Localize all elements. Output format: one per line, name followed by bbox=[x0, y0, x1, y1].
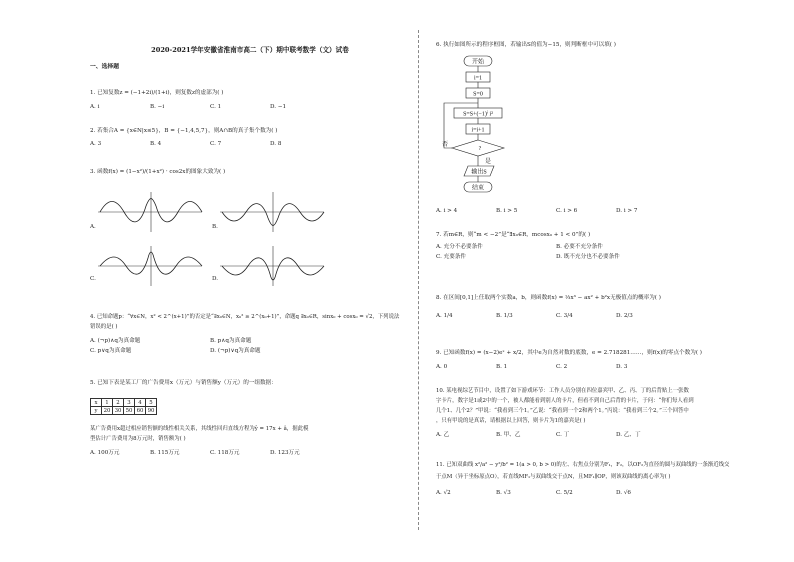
q10-line1: 10. 某电视综艺节目中，设置了如下游戏环节：工作人员分别在四位嘉宾甲、乙、丙、丁的后背贴上一张数 bbox=[436, 388, 689, 394]
page-title: 2020-2021学年安徽省淮南市高二（下）期中联考数学（文）试卷 bbox=[151, 46, 349, 54]
q5-table bbox=[90, 398, 157, 415]
q1-stem: 1. 已知复数z = (−1+2i)/(1+i)，则复数z的虚部为( ) bbox=[90, 90, 224, 96]
table-row bbox=[91, 399, 157, 407]
option: C. i > 6 bbox=[556, 208, 578, 214]
graph-b-label: B. bbox=[212, 224, 218, 230]
graph-a-label: A. bbox=[90, 224, 96, 230]
q2-stem: 2. 若集合A = {x∈N|x≤5}，B = {−1,4,5,7}，则A∩B的真子集个数为( ) bbox=[90, 128, 278, 134]
q10-line3: 几个1、几个2？”甲说：“我看到三个1。”乙说：“我看到一个2和两个1。”丙说：“我看到三个2。”三个回答中 bbox=[436, 408, 689, 414]
option: D. (¬p)∨q为真命题 bbox=[210, 348, 261, 354]
table-cell: 90 bbox=[146, 407, 157, 415]
flow-yes: 是 bbox=[484, 159, 492, 165]
option: B. 甲、乙 bbox=[496, 432, 521, 438]
flow-cond: ? bbox=[478, 146, 482, 152]
q4-options-row1 bbox=[90, 336, 330, 344]
q5-stem: 5. 已知下表是某工厂的广告费用x（万元）与销售额y（万元）的一组数据： bbox=[90, 380, 277, 386]
q6-stem: 6. 执行如图所示的程序框图，若输出S的值为−15，则判断框中可以填( ) bbox=[436, 42, 616, 48]
q11-line2: 于点M（异于坐标原点O），若直线MF₁与双曲线交于点N，且MF₁∥OP，则该双曲线的离心率为( ) bbox=[436, 474, 671, 480]
option: D. 3 bbox=[616, 364, 628, 370]
q7-options-row2 bbox=[436, 252, 676, 260]
option: C. 5/2 bbox=[556, 490, 573, 496]
graph-d bbox=[218, 244, 328, 288]
option: A. (¬p)∧q为真命题 bbox=[90, 338, 141, 344]
option: A. 3 bbox=[90, 141, 102, 147]
option: C. 丁 bbox=[556, 432, 570, 438]
q9-stem: 9. 已知函数f(x) = (x−2)eˣ + x/2，其中e为自然对数的底数，e = 2.718281……，则f(x)的零点个数为( ) bbox=[436, 350, 702, 356]
table-row bbox=[91, 407, 157, 415]
option: D. i > 7 bbox=[616, 208, 638, 214]
option: B. 4 bbox=[150, 141, 162, 147]
flow-output: 输出S bbox=[471, 169, 487, 176]
option: A. 1/4 bbox=[436, 313, 453, 319]
flow-no: 否 bbox=[442, 142, 449, 148]
option: C. 7 bbox=[210, 141, 222, 147]
option: D. −1 bbox=[270, 104, 287, 110]
flow-start-text: 开始 bbox=[471, 59, 485, 66]
table-cell: 30 bbox=[113, 407, 124, 415]
option: B. 1/3 bbox=[496, 313, 513, 319]
option: C. 118万元 bbox=[210, 450, 240, 456]
q10-line2: 字卡片，数字是1或2中的一个，被人都能看到别人的卡片，但看不到自己后背的卡片，于问：“你们每人看到 bbox=[436, 398, 694, 404]
q4-options-row2 bbox=[90, 346, 330, 354]
option: B. −i bbox=[150, 104, 165, 110]
option: B. i > 5 bbox=[496, 208, 518, 214]
table-cell: 60 bbox=[135, 407, 146, 415]
option: B. √3 bbox=[496, 490, 511, 496]
q10-line4: ，只有甲说的是真话，请根据以上回答，则卡片为1的嘉宾是( ) bbox=[436, 418, 586, 424]
q5-body-3: 型估计广告费用为8万元时，销售额为( ) bbox=[90, 436, 186, 442]
q4-stem: 4. 已知命题p：“∀x∈N，x² < 2^(x+1)”的否定是“∃x₀∈N，x₀² ≥ 2^(x₀+1)”，命题q ∃x₀∈R，sinx₀ + cosx₀ = √2，下列说法 bbox=[90, 314, 400, 320]
option: D. 既不充分也不必要条件 bbox=[556, 254, 620, 260]
q11-line1: 11. 已知双曲线 x²/a² − y²/b² = 1(a > 0, b > 0)的左、右焦点分别为F₁，F₂，以OF₂为直径的圆与双曲线的一条渐近线交 bbox=[436, 462, 730, 468]
flow-init-s: S=0 bbox=[473, 91, 483, 98]
flowchart bbox=[440, 52, 560, 202]
q7-stem: 7. 若m∈R，则“m < −2”是“∃x₀∈R，mcosx₀ + 1 < 0”的( ) bbox=[436, 232, 591, 238]
table-cell: 2 bbox=[113, 399, 124, 407]
table-cell: 50 bbox=[124, 407, 135, 415]
q2-options bbox=[90, 141, 330, 147]
graph-b bbox=[218, 190, 328, 234]
option: C. 3/4 bbox=[556, 313, 573, 319]
table-cell: 3 bbox=[124, 399, 135, 407]
option: D. 2/3 bbox=[616, 313, 633, 319]
option: B. 必要不充分条件 bbox=[556, 244, 603, 250]
q7-options-row1 bbox=[436, 242, 676, 250]
option: A. 100万元 bbox=[90, 450, 120, 456]
q5-options bbox=[90, 448, 330, 456]
q8-stem: 8. 在区间[0,1]上任取两个实数a，b，则函数f(x) = ⅓x³ − ax² + b²x无极值点的概率为( ) bbox=[436, 295, 661, 301]
option: D. 123万元 bbox=[270, 450, 300, 456]
table-cell: 20 bbox=[102, 407, 113, 415]
option: C. p∨q为真命题 bbox=[90, 348, 132, 354]
flow-init-i: i=1 bbox=[473, 75, 483, 82]
graph-d-label: D. bbox=[212, 276, 219, 282]
flow-end: 结束 bbox=[471, 185, 485, 192]
q9-options bbox=[436, 364, 676, 370]
option: B. 115万元 bbox=[150, 450, 180, 456]
table-cell: 1 bbox=[102, 399, 113, 407]
table-cell: x bbox=[91, 399, 102, 407]
graph-a bbox=[96, 190, 206, 234]
table-cell: 5 bbox=[146, 399, 157, 407]
option: A. 充分不必要条件 bbox=[436, 244, 483, 250]
option: A. i bbox=[90, 104, 100, 110]
option: A. i > 4 bbox=[436, 208, 458, 214]
option: C. 充要条件 bbox=[436, 254, 467, 260]
option: A. √2 bbox=[436, 490, 451, 496]
flow-update-i: i=i+1 bbox=[471, 127, 485, 134]
graph-c bbox=[96, 244, 206, 288]
option: B. p∧q为真命题 bbox=[210, 338, 252, 344]
q10-options bbox=[436, 430, 676, 438]
section-heading: 一、选择题 bbox=[90, 64, 119, 70]
q11-options bbox=[436, 490, 676, 496]
table-cell: 4 bbox=[135, 399, 146, 407]
q6-options bbox=[436, 208, 676, 214]
option: A. 乙 bbox=[436, 432, 450, 438]
column-divider bbox=[418, 30, 419, 530]
option: C. 2 bbox=[556, 364, 568, 370]
option: B. 1 bbox=[496, 364, 508, 370]
option: C. 1 bbox=[210, 104, 222, 110]
q8-options bbox=[436, 313, 676, 319]
option: D. √6 bbox=[616, 490, 631, 496]
graph-c-label: C. bbox=[90, 276, 96, 282]
q5-body-2: 某广告费用x超过相应销售额的线性相关关系，其线性回归直线方程为ŷ = 17x + â，据此模 bbox=[90, 426, 309, 432]
option: A. 0 bbox=[436, 364, 448, 370]
q4-stem-2: 错误的是( ) bbox=[90, 324, 118, 330]
flow-update-s: S=S+(−1)ⁱ i² bbox=[463, 111, 493, 118]
option: D. 乙、丁 bbox=[616, 432, 641, 438]
table-cell: y bbox=[91, 407, 102, 415]
q1-options bbox=[90, 104, 330, 110]
option: D. 8 bbox=[270, 141, 282, 147]
q3-stem: 3. 函数f(x) = (1−x²)/(1+x²) · cos2x的图象大致为( ) bbox=[90, 169, 226, 175]
